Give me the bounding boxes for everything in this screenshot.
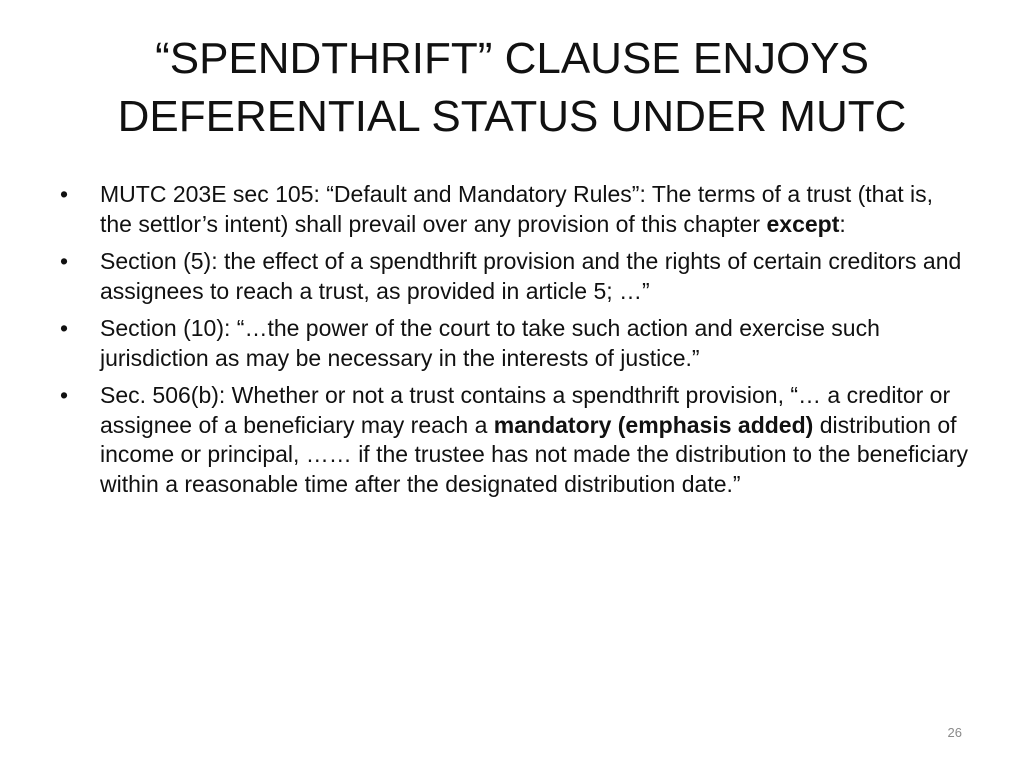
bullet-dot-icon: • (60, 181, 69, 207)
bullet-item-1 (60, 180, 970, 239)
page-number: 26 (947, 725, 962, 740)
slide-title (40, 30, 984, 146)
bullet-dot-icon: • (60, 248, 69, 274)
bullet-text-segment: : (839, 210, 846, 237)
bullet-text (100, 382, 968, 497)
bullet-item-3 (60, 314, 970, 373)
bullet-text: Section (5): the effect of a spendthrift provision and the rights of certain creditors and assignees to reach a trust, as provided in article 5; …” (100, 248, 962, 304)
slide-title-line-2: DEFERENTIAL STATUS UNDER MUTC (117, 92, 907, 141)
bullet-text-segment: Sec. 506(b): Whether or not a trust contains a spendthrift provision, “… a creditor or assignee of a beneficiary may reach a (100, 382, 951, 438)
bullet-dot-icon: • (60, 382, 69, 408)
bullet-emphasis: except (766, 210, 840, 237)
bullet-text-segment: MUTC 203E sec 105: “Default and Mandatory Rules”: The terms of a trust (that is, the settlor’s intent) shall prevail over any provision of this chapter (100, 181, 934, 237)
bullet-text (100, 181, 933, 237)
bullet-dot-icon: • (60, 315, 69, 341)
bullet-text-segment: distribution of income or principal, …… if the trustee has not made the distribution to the beneficiary within a reasonable time after the designated distribution date.” (100, 411, 969, 497)
bullet-text: Section (10): “…the power of the court to take such action and exercise such jurisdiction as may be necessary in the interests of justice.” (100, 315, 880, 371)
bullet-item-2 (60, 247, 970, 306)
slide-title-line-1: “SPENDTHRIFT” CLAUSE ENJOYS (155, 34, 869, 83)
bullet-emphasis: mandatory (emphasis added) (493, 411, 814, 438)
bullet-item-4 (60, 381, 970, 499)
bullet-list (60, 180, 970, 507)
